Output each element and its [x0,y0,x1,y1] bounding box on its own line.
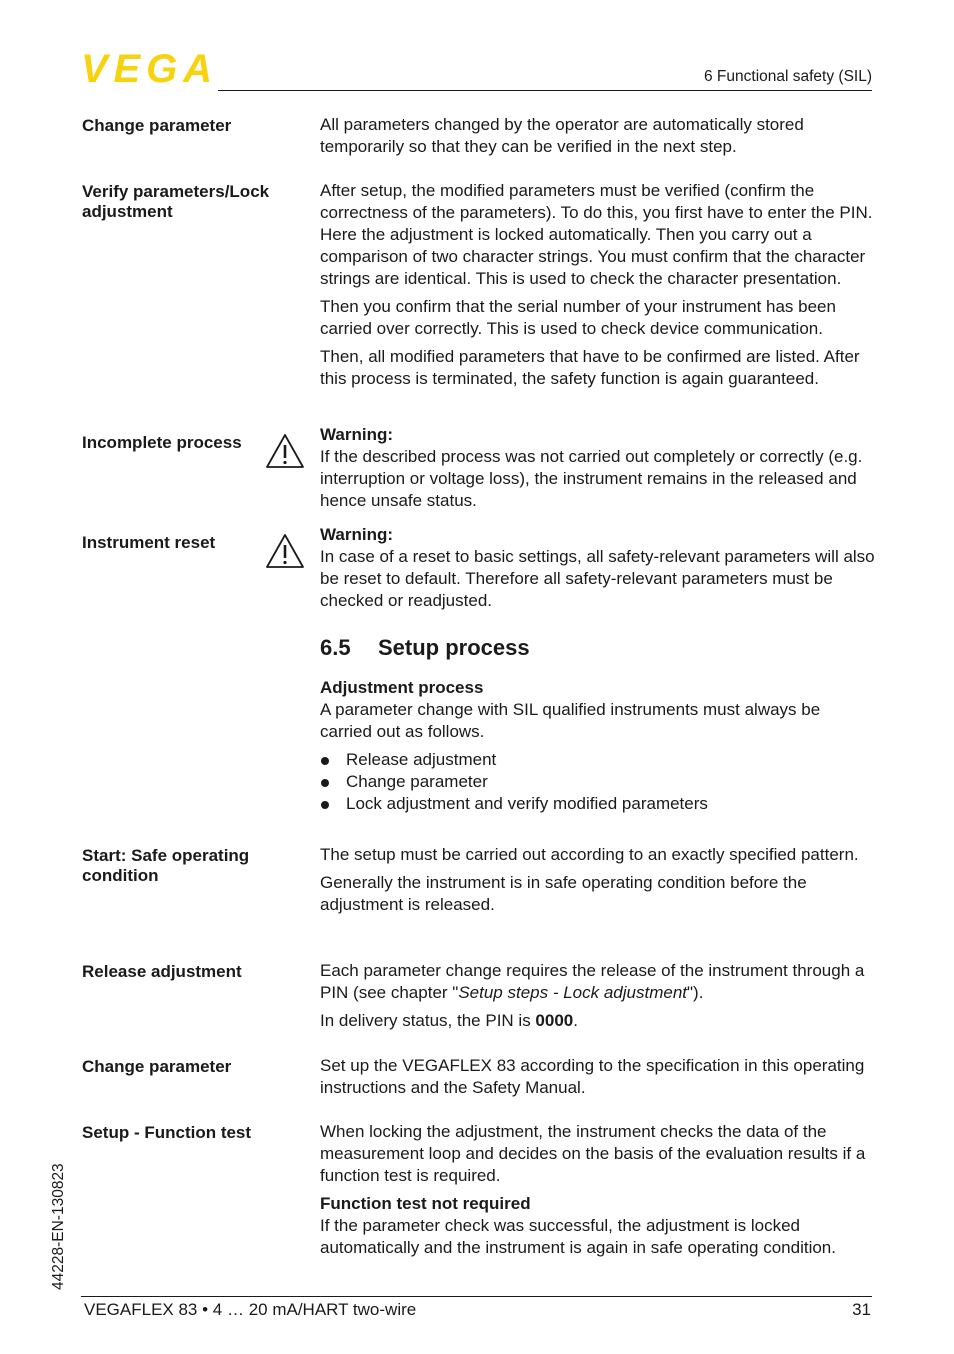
margin-label-function-test: Setup - Function test [82,1123,252,1142]
adjustment-text: A parameter change with SIL qualified instruments must always be carried out as follows. [320,700,821,741]
header-rule [218,90,872,91]
margin-label-change-parameter: Change parameter [82,116,232,135]
verify-paragraph-3: Then, all modified parameters that have to be confirmed are listed. After this process is terminated, the safety function is again guaranteed. [320,347,860,388]
change-parameter-text: All parameters changed by the operator are automatically stored temporarily so that they can be verified in the next step. [320,115,804,156]
margin-label-reset: Instrument reset [82,533,216,552]
margin-label-start: Start: Safe operating condition [82,846,250,885]
page-number: 31 [852,1300,871,1319]
margin-label-release: Release adjustment [82,962,242,981]
list-item: Lock adjustment and verify modified parameters [320,793,876,815]
margin-label-change-parameter: Change parameter [82,1057,232,1076]
warning-triangle-icon [265,533,305,569]
list-item: Change parameter [320,771,876,793]
adjustment-process [320,677,876,815]
svg-text:VEGA: VEGA [81,50,211,84]
incomplete-warning-text: If the described process was not carried out completely or correctly (e.g. interruption or voltage loss), the instrument remains in the released and hence unsafe status. [320,447,863,510]
default-pin: 0000 [535,1011,574,1030]
document-code: 44228-EN-130823 [50,1163,67,1290]
warning-heading: Warning: [320,425,394,444]
adjustment-heading: Adjustment process [320,678,484,697]
margin-label-verify: Verify parameters/Lock adjustment [82,182,270,221]
footer-product: VEGAFLEX 83 • 4 … 20 mA/HART two-wire [84,1300,417,1319]
reset-warning-text: In case of a reset to basic settings, all safety-relevant parameters will also be reset to default. Therefore all safety-relevant parameters must be checked or readjusted. [320,547,875,610]
verify-paragraph-2: Then you confirm that the serial number of your instrument has been carried over correctly. This is used to check device communication. [320,297,836,338]
function-test-subheading: Function test not required [320,1194,531,1213]
incomplete-warning [320,424,876,512]
start-text: The setup must be carried out according to an exactly specified pattern. Generally the instrument is in safe operating condition before the adjustment is released. [320,845,859,914]
list-item: Release adjustment [320,749,876,771]
release-text: Each parameter change requires the release of the instrument through a PIN (see chapter "Setup steps - Lock adjustment"). In delivery status, the PIN is 0000. [320,961,865,1030]
section-title: Setup process [378,635,530,660]
section-heading [320,635,530,661]
chapter-reference: Setup steps - Lock adjustment [458,983,688,1002]
running-header: 6 Functional safety (SIL) [704,68,872,85]
warning-triangle-icon [265,433,305,469]
adjustment-steps-list [320,749,876,815]
margin-label-incomplete: Incomplete process [82,433,242,452]
footer-rule [81,1296,872,1297]
reset-warning [320,524,876,612]
function-test-text: When locking the adjustment, the instrument checks the data of the measurement loop and decides on the basis of the evaluation results if a function test is required. Function test not required If the parameter check was successful, the adjustment is locked automatically and the instrument is again in safe operating condition. [320,1121,876,1259]
verify-paragraph-1: After setup, the modified parameters must be verified (confirm the correctness of the parameters). To do this, you first have to enter the PIN. Here the adjustment is locked automatically. Then you carry out a comparison of two character strings. You must confirm that the character strings are identical. This is used to check the character presentation. [320,181,873,288]
change-parameter-2-text: Set up the VEGAFLEX 83 according to the specification in this operating instructions and the Safety Manual. [320,1056,865,1097]
vega-logo [81,50,213,84]
warning-heading: Warning: [320,525,394,544]
verify-text [320,180,876,390]
section-number: 6.5 [320,635,351,660]
